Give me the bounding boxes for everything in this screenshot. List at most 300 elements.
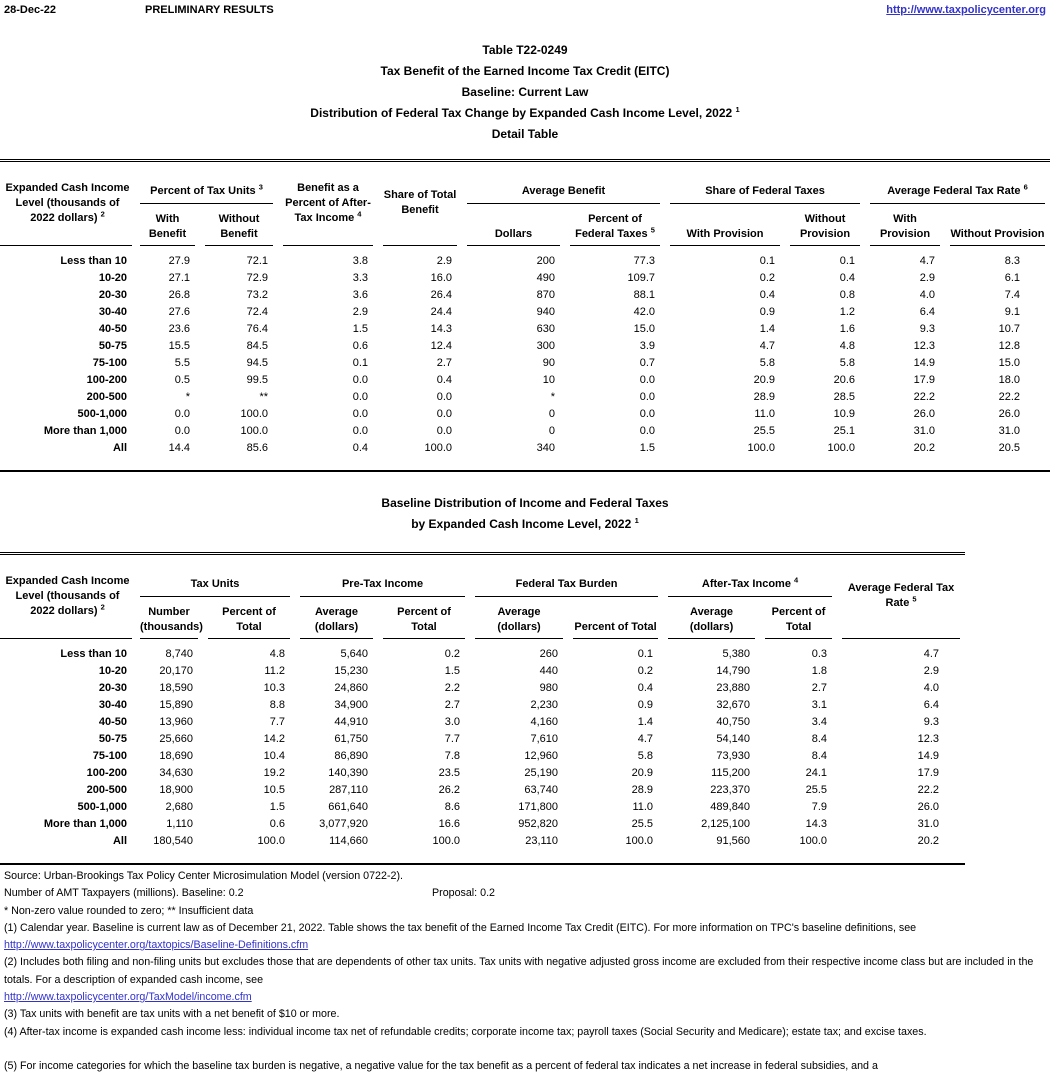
cell: 109.7 <box>627 272 655 284</box>
cell: 4.7 <box>923 648 940 660</box>
cell: 630 <box>536 323 555 335</box>
cell: 2.2 <box>444 682 461 694</box>
row-label: All <box>112 442 127 454</box>
cell: 25.1 <box>833 425 855 437</box>
cell: 10.9 <box>833 408 855 420</box>
title-subject: Tax Benefit of the Earned Income Tax Credit (EITC) <box>380 64 670 78</box>
table-row <box>0 423 1050 440</box>
cell: 5,380 <box>722 648 751 660</box>
cell: 14,790 <box>716 665 751 677</box>
cell: 11.2 <box>264 665 286 677</box>
cell: 9.1 <box>1004 306 1020 318</box>
table-row <box>0 833 965 864</box>
cell: 22.2 <box>917 784 940 796</box>
cell: 12,960 <box>524 750 559 762</box>
row-label: 100-200 <box>86 767 127 779</box>
cell: 180,540 <box>153 835 193 847</box>
table-row <box>0 246 1050 270</box>
cell: 91,560 <box>716 835 751 847</box>
row-label: 50-75 <box>98 733 127 745</box>
table-row <box>0 697 965 714</box>
cell: 31.0 <box>998 425 1020 437</box>
cell: 14.9 <box>917 750 940 762</box>
col-header-income-level: Expanded Cash Income Level (thousands of 2022 dollars) $^2$ <box>0 162 135 246</box>
cell: 6.4 <box>919 306 935 318</box>
row-label: 20-30 <box>98 289 127 301</box>
cell: 20.9 <box>631 767 654 779</box>
cell: 3.8 <box>352 255 368 267</box>
baseline-distribution-section <box>0 552 1050 865</box>
cell: 4.8 <box>269 648 286 660</box>
cell: 0.8 <box>839 289 855 301</box>
cell: 940 <box>536 306 555 318</box>
cell: 4.8 <box>839 340 855 352</box>
cell: 23,880 <box>716 682 751 694</box>
table-row <box>0 440 1050 471</box>
cell: 4,160 <box>530 716 559 728</box>
cell: 4.7 <box>919 255 935 267</box>
cell: 84.5 <box>246 340 268 352</box>
cell: 20.2 <box>917 835 940 847</box>
cell: 73,930 <box>716 750 751 762</box>
cell: 72.1 <box>246 255 268 267</box>
row-label: 10-20 <box>98 665 127 677</box>
row-label: Less than 10 <box>60 255 127 267</box>
col-header-without-provision-rate: Without Provision <box>945 204 1050 246</box>
cell: 20.5 <box>998 442 1020 454</box>
cell: 31.0 <box>913 425 935 437</box>
cell: 3.3 <box>352 272 368 284</box>
cell: 17.9 <box>913 374 935 386</box>
table-row <box>0 680 965 697</box>
cell: 6.4 <box>923 699 940 711</box>
cell: 61,750 <box>334 733 369 745</box>
table-row <box>0 372 1050 389</box>
col-group-share-of-federal-taxes: Share of Federal Taxes <box>665 162 865 204</box>
asterisk-note: * Non-zero value rounded to zero; ** Insufficient data <box>4 904 254 917</box>
baseline-distribution-table <box>0 555 965 865</box>
cell: 63,740 <box>524 784 559 796</box>
cell: 20.2 <box>913 442 935 454</box>
row-label: 10-20 <box>98 272 127 284</box>
col-group-average-benefit: Average Benefit <box>462 162 665 204</box>
cell: 32,670 <box>716 699 751 711</box>
cell: 100.0 <box>240 408 268 420</box>
cell: 100.0 <box>240 425 268 437</box>
cell: 0.1 <box>637 648 654 660</box>
source-note: Source: Urban-Brookings Tax Policy Center Microsimulation Model (version 0722-2). <box>4 870 403 882</box>
cell: 19.2 <box>263 767 286 779</box>
cell: 1.5 <box>639 442 655 454</box>
amt-proposal-value: Proposal: 0.2 <box>432 887 495 900</box>
cell: 28.9 <box>631 784 654 796</box>
tax-benefit-detail-table <box>0 162 1050 472</box>
col-header-with-provision-share: With Provision <box>665 204 785 246</box>
cell: 8.6 <box>444 801 461 813</box>
cell: 14.9 <box>913 357 935 369</box>
cell: 870 <box>536 289 555 301</box>
cell: 0.0 <box>352 425 368 437</box>
table-row <box>0 406 1050 423</box>
cell: 9.3 <box>919 323 935 335</box>
col-header-percent-of-total-burden: Percent of Total <box>568 597 663 639</box>
footnote-4: (4) After-tax income is expanded cash income less: individual income tax net of refundable credits; corporate income tax; payroll taxes (Social Security and Medicare); estate tax; and excise taxes. <box>4 1025 927 1038</box>
col-group-tax-units: Tax Units <box>135 555 295 597</box>
income-definition-link[interactable]: http://www.taxpolicycenter.org/TaxModel/income.cfm <box>4 991 252 1004</box>
cell: 26.2 <box>438 784 461 796</box>
row-label: All <box>112 835 127 847</box>
col-header-dollars: Dollars <box>462 204 565 246</box>
income-cfm-link-line <box>4 989 1046 1006</box>
cell: 85.6 <box>246 442 268 454</box>
cell: 200 <box>536 255 555 267</box>
title-detail-table: Detail Table <box>491 127 559 141</box>
cell: 24.4 <box>430 306 452 318</box>
cell: 171,800 <box>518 801 559 813</box>
col-header-with-provision-rate: With Provision <box>865 204 945 246</box>
col-header-average-aftertax: Average (dollars) <box>663 597 760 639</box>
cell: 0.0 <box>639 408 655 420</box>
table-row <box>0 389 1050 406</box>
cell: 10.7 <box>998 323 1020 335</box>
footnote-5: (5) For income categories for which the baseline tax burden is negative, a negative value for the tax benefit as a percent of federal tax indicates a net increase in federal subsidies, and a <box>4 1060 878 1073</box>
cell: 18,900 <box>159 784 193 796</box>
col-group-federal-tax-burden: Federal Tax Burden <box>470 555 663 597</box>
col-header-average-federal-tax-rate: Average Federal Tax Rate $^5$ <box>837 555 965 639</box>
table-row <box>0 799 965 816</box>
cell: 0 <box>548 408 555 420</box>
row-label: 20-30 <box>98 682 127 694</box>
cell: 3.1 <box>811 699 828 711</box>
col-header-average-pretax: Average (dollars) <box>295 597 378 639</box>
table-row <box>0 270 1050 287</box>
cell: 76.4 <box>246 323 268 335</box>
cell: 2,230 <box>530 699 559 711</box>
cell: 440 <box>539 665 559 677</box>
row-label: 200-500 <box>86 391 127 403</box>
table-row <box>0 748 965 765</box>
cell: 90 <box>542 357 555 369</box>
table-row <box>0 714 965 731</box>
col-group-percent-of-tax-units: Percent of Tax Units $^3$ <box>135 162 278 204</box>
cell: 26.8 <box>168 289 190 301</box>
cell: 8.8 <box>269 699 286 711</box>
cell: 10.3 <box>263 682 286 694</box>
cell: 5,640 <box>340 648 369 660</box>
table-row <box>0 355 1050 372</box>
cell: 17.9 <box>917 767 940 779</box>
table-row <box>0 639 965 663</box>
cell: 0.0 <box>639 391 655 403</box>
baseline-table-title-block <box>0 493 1050 535</box>
row-label: Less than 10 <box>60 648 127 660</box>
cell: 40,750 <box>716 716 751 728</box>
cell: 27.9 <box>168 255 190 267</box>
cell: 0.2 <box>444 648 461 660</box>
cell: 86,890 <box>334 750 369 762</box>
cell: 100.0 <box>625 835 654 847</box>
row-label: 50-75 <box>98 340 127 352</box>
col-header-percent-of-total-units: Percent of Total <box>203 597 295 639</box>
table-row <box>0 663 965 680</box>
cell: 12.3 <box>917 733 940 745</box>
cell: 26.0 <box>998 408 1020 420</box>
cell: 0.4 <box>759 289 775 301</box>
col-header-without-provision-share: Without Provision <box>785 204 865 246</box>
cell: 26.0 <box>913 408 935 420</box>
cell: 73.2 <box>246 289 268 301</box>
cell: 0.1 <box>759 255 775 267</box>
cell: 15,890 <box>159 699 193 711</box>
cell: 27.1 <box>168 272 190 284</box>
cell: 2.9 <box>436 255 452 267</box>
cell: * <box>185 391 190 403</box>
row-label: 500-1,000 <box>77 801 127 813</box>
table-row <box>0 338 1050 355</box>
table-row <box>0 782 965 799</box>
row-label: 75-100 <box>92 357 127 369</box>
cell: 26.0 <box>917 801 940 813</box>
cell: 0.0 <box>174 425 190 437</box>
cell: 0.2 <box>759 272 775 284</box>
footnote-ref-1: 1 <box>735 105 740 114</box>
cell: 20.6 <box>833 374 855 386</box>
table-row <box>0 765 965 782</box>
col-header-with-benefit: With Benefit <box>135 204 200 246</box>
cell: 8.3 <box>1004 255 1020 267</box>
cell: 4.0 <box>923 682 940 694</box>
cell: 88.1 <box>633 289 655 301</box>
cell: 1.6 <box>839 323 855 335</box>
col-header-percent-of-total-aftertax: Percent of Total <box>760 597 837 639</box>
cell: 0.4 <box>637 682 654 694</box>
table-row <box>0 816 965 833</box>
title-distribution: Distribution of Federal Tax Change by Expanded Cash Income Level, 2022 $^1$ <box>310 105 740 120</box>
table1-body <box>0 246 1050 471</box>
cell: 4.7 <box>637 733 654 745</box>
cell: 0.6 <box>352 340 368 352</box>
col-header-percent-of-federal-taxes: Percent of Federal Taxes $^5$ <box>565 204 665 246</box>
cell: 7.7 <box>444 733 461 745</box>
cell: 28.5 <box>833 391 855 403</box>
cell: 100.0 <box>827 442 855 454</box>
cell: 20,170 <box>159 665 193 677</box>
cell: 0.4 <box>436 374 452 386</box>
cell: 2.7 <box>811 682 828 694</box>
table-row <box>0 321 1050 338</box>
cell: 287,110 <box>329 784 369 796</box>
cell: 24,860 <box>334 682 369 694</box>
cell: 25.5 <box>753 425 775 437</box>
cell: 23.6 <box>168 323 190 335</box>
row-label: 75-100 <box>92 750 127 762</box>
cell: 18,690 <box>159 750 193 762</box>
cell: 7.4 <box>1004 289 1020 301</box>
cell: 14.2 <box>263 733 286 745</box>
cell: 0.9 <box>759 306 775 318</box>
col-header-income-level: Expanded Cash Income Level (thousands of 2022 dollars) $^2$ <box>0 555 135 639</box>
cell: 12.4 <box>430 340 452 352</box>
cell: 15.5 <box>168 340 190 352</box>
col-header-number-thousands: Number (thousands) <box>135 597 203 639</box>
cell: 0.1 <box>839 255 855 267</box>
cell: 0.4 <box>839 272 855 284</box>
cell: 3.4 <box>811 716 828 728</box>
cell: 14.3 <box>805 818 828 830</box>
table-row <box>0 731 965 748</box>
cell: 1.8 <box>811 665 828 677</box>
cell: 0.2 <box>637 665 654 677</box>
cell: 0.0 <box>174 408 190 420</box>
row-label: More than 1,000 <box>43 425 127 437</box>
row-label: 30-40 <box>98 699 127 711</box>
cell: 13,960 <box>159 716 193 728</box>
cell: 15.0 <box>998 357 1020 369</box>
cell: 25.5 <box>805 784 828 796</box>
title-table-number: Table T22-0249 <box>482 43 568 57</box>
cell: 99.5 <box>246 374 268 386</box>
baseline-definitions-link[interactable]: http://www.taxpolicycenter.org/taxtopics/Baseline-Definitions.cfm <box>4 939 309 952</box>
cell: 661,640 <box>328 801 369 813</box>
row-label: More than 1,000 <box>43 818 127 830</box>
cell: 1,110 <box>166 818 193 830</box>
cell: 0.5 <box>174 374 190 386</box>
cell: 0.0 <box>352 374 368 386</box>
cell: 9.3 <box>923 716 940 728</box>
cell: 1.4 <box>759 323 775 335</box>
cell: 4.0 <box>919 289 935 301</box>
cell: 34,630 <box>159 767 193 779</box>
cell: 11.0 <box>632 801 654 813</box>
cell: 2,125,100 <box>701 818 751 830</box>
cell: 1.5 <box>269 801 286 813</box>
cell: 10.5 <box>263 784 286 796</box>
cell: ** <box>259 391 268 403</box>
cell: 12.8 <box>998 340 1020 352</box>
footnote-ref-1: 1 <box>634 516 639 525</box>
col-header-share-of-total-benefit: Share of Total Benefit <box>378 162 462 246</box>
cell: 980 <box>539 682 559 694</box>
cell: 14.4 <box>168 442 190 454</box>
cell: 20.9 <box>753 374 775 386</box>
cell: 100.0 <box>424 442 452 454</box>
table2-body <box>0 639 965 864</box>
cell: 1.5 <box>444 665 461 677</box>
cell: 72.4 <box>246 306 268 318</box>
cell: 2.7 <box>436 357 452 369</box>
cell: 0.0 <box>436 425 452 437</box>
cell: 140,390 <box>328 767 369 779</box>
cell: 34,900 <box>334 699 369 711</box>
cell: 0 <box>548 425 555 437</box>
cell: 223,370 <box>710 784 751 796</box>
cell: 16.6 <box>438 818 461 830</box>
baseline-title-line1: Baseline Distribution of Income and Federal Taxes <box>381 496 669 510</box>
row-label: 100-200 <box>86 374 127 386</box>
cell: 489,840 <box>710 801 751 813</box>
footnotes <box>0 868 1050 1076</box>
cell: 10 <box>542 374 555 386</box>
cell: 0.3 <box>811 648 828 660</box>
footnote-1: (1) Calendar year. Baseline is current law as of December 21, 2022. Table shows the tax benefit of the Earned Income Tax Credit (EITC). For more information on TPC's baseline definitions, see <box>4 921 917 934</box>
cell: 26.4 <box>430 289 452 301</box>
cell: * <box>550 391 555 403</box>
cell: 952,820 <box>518 818 559 830</box>
col-header-percent-of-total-pretax: Percent of Total <box>378 597 470 639</box>
title-baseline: Baseline: Current Law <box>461 85 589 99</box>
cell: 115,200 <box>711 767 751 779</box>
cell: 2.9 <box>352 306 368 318</box>
cell: 2.9 <box>923 665 940 677</box>
cell: 0.0 <box>436 408 452 420</box>
cell: 5.8 <box>637 750 654 762</box>
cell: 3.6 <box>352 289 368 301</box>
cell: 3.0 <box>444 716 461 728</box>
cell: 25,190 <box>524 767 559 779</box>
cell: 31.0 <box>917 818 940 830</box>
cell: 100.0 <box>799 835 828 847</box>
cell: 0.0 <box>352 391 368 403</box>
cell: 18.0 <box>998 374 1020 386</box>
preliminary-results-label: PRELIMINARY RESULTS <box>145 4 274 16</box>
cell: 8.4 <box>811 733 828 745</box>
cell: 18,590 <box>159 682 193 694</box>
cell: 0.6 <box>269 818 286 830</box>
row-label: 500-1,000 <box>77 408 127 420</box>
cell: 25.5 <box>631 818 654 830</box>
cell: 23.5 <box>438 767 461 779</box>
cell: 0.0 <box>639 425 655 437</box>
baseline-definitions-link-line <box>4 937 1046 954</box>
cell: 28.9 <box>753 391 775 403</box>
footnote-3: (3) Tax units with benefit are tax units with a net benefit of $10 or more. <box>4 1008 340 1021</box>
footnote-2: (2) Includes both filing and non-filing units but excludes those that are dependents of other tax units. Tax units with negative adjusted gross income are excluded from their respective income class but are included in the totals. For a description of expanded cash income, see <box>4 956 1034 986</box>
col-header-benefit-pct-after-tax-income: Benefit as a Percent of After-Tax Income $^4$ <box>278 162 378 246</box>
table-title-block <box>0 40 1050 145</box>
cell: 22.2 <box>998 391 1020 403</box>
tax-change-table-section <box>0 159 1050 472</box>
cell: 24.1 <box>805 767 828 779</box>
report-date: 28-Dec-22 <box>4 4 56 16</box>
taxpolicycenter-link[interactable]: http://www.taxpolicycenter.org <box>886 4 1046 16</box>
cell: 27.6 <box>168 306 190 318</box>
col-group-pre-tax-income: Pre-Tax Income <box>295 555 470 597</box>
cell: 0.7 <box>639 357 655 369</box>
cell: 100.0 <box>747 442 775 454</box>
cell: 3,077,920 <box>319 818 369 830</box>
cell: 15,230 <box>334 665 369 677</box>
cell: 114,660 <box>329 835 369 847</box>
cell: 72.9 <box>246 272 268 284</box>
cell: 7.8 <box>444 750 461 762</box>
cell: 6.1 <box>1004 272 1020 284</box>
cell: 77.3 <box>633 255 655 267</box>
footnote-spacer <box>4 1041 1046 1058</box>
cell: 2.9 <box>919 272 935 284</box>
cell: 7.9 <box>811 801 828 813</box>
cell: 5.8 <box>759 357 775 369</box>
cell: 15.0 <box>633 323 655 335</box>
cell: 0.0 <box>352 408 368 420</box>
cell: 10.4 <box>263 750 286 762</box>
cell: 1.2 <box>839 306 855 318</box>
cell: 0.0 <box>639 374 655 386</box>
cell: 42.0 <box>633 306 655 318</box>
cell: 2.7 <box>444 699 461 711</box>
cell: 44,910 <box>334 716 369 728</box>
cell: 4.7 <box>759 340 775 352</box>
cell: 16.0 <box>430 272 452 284</box>
